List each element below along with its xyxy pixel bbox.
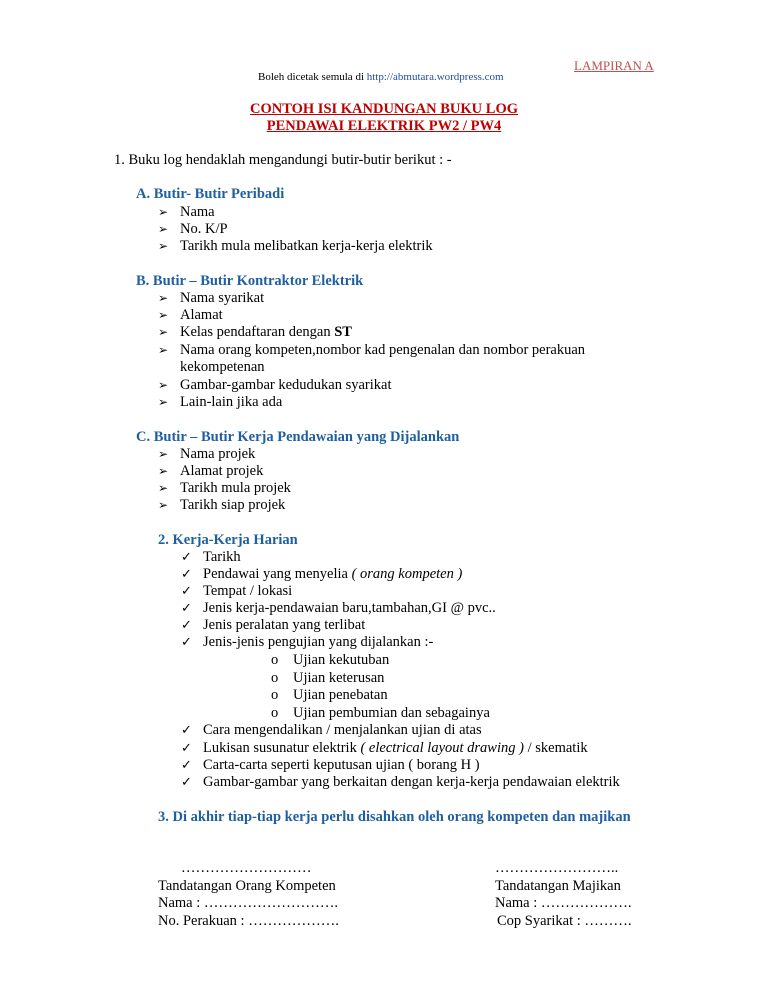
signature-label-employer: Tandatangan Majikan	[495, 878, 621, 894]
list-item: ➢ Tarikh mula projek	[158, 480, 291, 496]
circle-bullet-icon: o	[271, 687, 279, 703]
section-b-heading: B. Butir – Butir Kontraktor Elektrik	[136, 273, 364, 289]
circle-bullet-icon: o	[271, 705, 279, 721]
list-item: ✓ Jenis-jenis pengujian yang dijalankan :-	[181, 634, 434, 650]
arrow-bullet-icon: ➢	[158, 291, 169, 305]
reprint-text: Boleh dicetak semula di	[258, 71, 367, 83]
arrow-bullet-icon: ➢	[158, 239, 169, 253]
check-icon: ✓	[181, 617, 192, 632]
list-item: ✓ Gambar-gambar yang berkaitan dengan kerja-kerja pendawaian elektrik	[181, 774, 620, 790]
list-item: ➢ Gambar-gambar kedudukan syarikat	[158, 377, 392, 393]
sub-list-item: o Ujian pembumian dan sebagainya	[271, 705, 490, 721]
arrow-bullet-icon: ➢	[158, 222, 169, 236]
check-icon: ✓	[181, 566, 192, 581]
list-item: ➢ No. K/P	[158, 221, 228, 237]
arrow-bullet-icon: ➢	[158, 481, 169, 495]
arrow-bullet-icon: ➢	[158, 447, 169, 461]
employer-name-field: Nama : ……………….	[495, 895, 632, 911]
document-title-line-2: PENDAWAI ELEKTRIK PW2 / PW4	[266, 118, 502, 134]
competent-name-field: Nama : ……………………….	[158, 895, 339, 911]
arrow-bullet-icon: ➢	[158, 498, 169, 512]
company-stamp-field: Cop Syarikat : ……….	[497, 913, 632, 929]
section-c-heading: C. Butir – Butir Kerja Pendawaian yang Dijalankan	[136, 429, 460, 445]
arrow-bullet-icon: ➢	[158, 464, 169, 478]
arrow-bullet-icon: ➢	[158, 395, 169, 409]
list-item: ➢ Nama projek	[158, 446, 256, 462]
list-item: ➢ Alamat projek	[158, 463, 264, 479]
list-item: ✓ Jenis peralatan yang terlibat	[181, 617, 366, 633]
document-title-line-1: CONTOH ISI KANDUNGAN BUKU LOG	[249, 101, 519, 117]
list-item: ➢ Nama orang kompeten,nombor kad pengenalan dan nombor perakuan	[158, 342, 586, 358]
circle-bullet-icon: o	[271, 670, 279, 686]
intro-text: 1. Buku log hendaklah mengandungi butir-butir berikut : -	[114, 152, 452, 168]
list-item: ➢ Alamat	[158, 307, 223, 323]
check-icon: ✓	[181, 740, 192, 755]
list-item: ✓ Lukisan susunatur elektrik ( electrical layout drawing ) / skematik	[181, 740, 588, 756]
arrow-bullet-icon: ➢	[158, 343, 169, 357]
list-item: ✓ Carta-carta seperti keputusan ujian ( borang H )	[181, 757, 480, 773]
arrow-bullet-icon: ➢	[158, 325, 169, 339]
check-icon: ✓	[181, 549, 192, 564]
signature-label-competent: Tandatangan Orang Kompeten	[158, 878, 336, 894]
check-icon: ✓	[181, 583, 192, 598]
list-item: ➢ Kelas pendaftaran dengan ST	[158, 324, 352, 340]
list-item: ➢ Tarikh siap projek	[158, 497, 286, 513]
signature-line-employer: ……………………..	[495, 860, 619, 876]
section-3-heading: 3. Di akhir tiap-tiap kerja perlu disahkan oleh orang kompeten dan majikan	[158, 809, 631, 825]
check-icon: ✓	[181, 600, 192, 615]
list-item: ✓ Pendawai yang menyelia ( orang kompeten )	[181, 566, 463, 582]
sub-list-item: o Ujian penebatan	[271, 687, 388, 703]
certificate-number-field: No. Perakuan : ……………….	[158, 913, 339, 929]
circle-bullet-icon: o	[271, 652, 279, 668]
check-icon: ✓	[181, 774, 192, 789]
reprint-link[interactable]: http://abmutara.wordpress.com	[366, 71, 504, 83]
list-item: ➢ Tarikh mula melibatkan kerja-kerja elektrik	[158, 238, 433, 254]
list-item: ✓ Jenis kerja-pendawaian baru,tambahan,GI @ pvc..	[181, 600, 496, 616]
signature-line-competent: ………………………	[181, 860, 312, 876]
arrow-bullet-icon: ➢	[158, 378, 169, 392]
list-item-continuation: kekompetenan	[180, 359, 265, 375]
section-a-heading: A. Butir- Butir Peribadi	[136, 186, 285, 202]
sub-list-item: o Ujian keterusan	[271, 670, 385, 686]
arrow-bullet-icon: ➢	[158, 308, 169, 322]
list-item: ➢ Nama syarikat	[158, 290, 265, 306]
check-icon: ✓	[181, 634, 192, 649]
list-item: ✓ Cara mengendalikan / menjalankan ujian di atas	[181, 722, 482, 738]
list-item: ➢ Lain-lain jika ada	[158, 394, 283, 410]
list-item: ✓ Tarikh	[181, 549, 241, 565]
arrow-bullet-icon: ➢	[158, 205, 169, 219]
list-item: ✓ Tempat / lokasi	[181, 583, 293, 599]
check-icon: ✓	[181, 722, 192, 737]
section-2-heading: 2. Kerja-Kerja Harian	[158, 532, 298, 548]
reprint-note	[258, 71, 504, 83]
list-item: ➢ Nama	[158, 204, 215, 220]
appendix-label: LAMPIRAN A	[574, 58, 654, 73]
sub-list-item: o Ujian kekutuban	[271, 652, 390, 668]
check-icon: ✓	[181, 757, 192, 772]
